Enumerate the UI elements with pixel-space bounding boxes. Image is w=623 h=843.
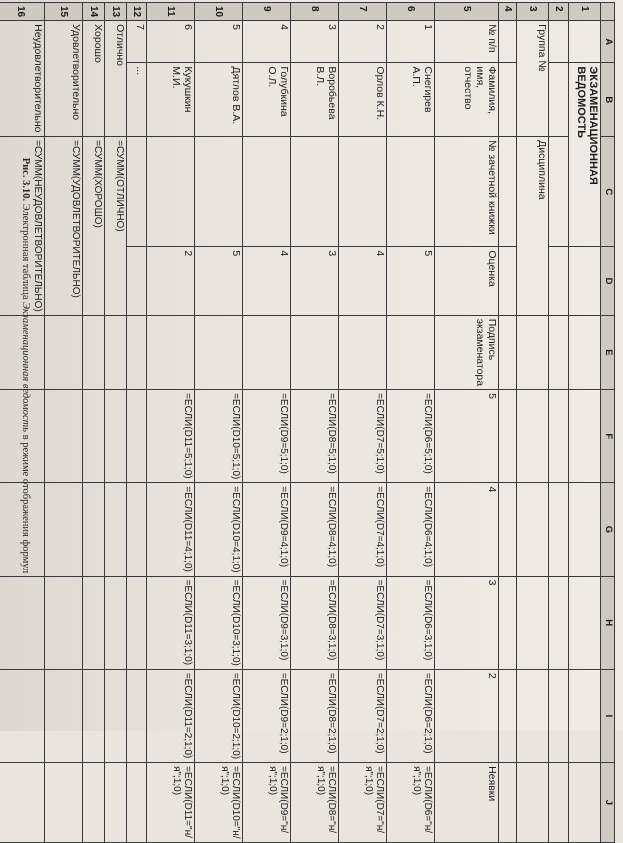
cell [105,390,127,483]
cell [127,669,147,762]
cell [45,763,83,843]
table-row [45,3,83,843]
table-row [435,3,499,843]
cell [83,576,105,669]
cell [291,137,339,247]
cell [243,315,291,389]
caption-text: Электронная таблица [20,203,31,300]
cell: =ЕСЛИ(D10=4;1;0) [195,483,243,576]
cell: Хорошо [83,21,105,137]
cell [549,63,569,137]
cell [105,669,127,762]
cell: № п/п [435,21,499,63]
caption-italic-text: Экзаменационная ведомость [20,302,31,432]
cell [569,763,601,843]
cell: =СУММ(ОТЛИЧНО) [105,137,127,316]
cell: =ЕСЛИ(D8=2;1;0) [291,669,339,762]
cell [549,390,569,483]
row-header: 12 [127,3,147,21]
cell: =ЕСЛИ(D11=5;1;0) [147,390,195,483]
cell: =СУММ(НЕУДОВЛЕТВОРИТЕЛЬНО) [0,137,45,316]
cell: =ЕСЛИ(D9="н/я";1;0) [243,763,291,843]
cell: Отлично [105,21,127,137]
cell: Дисциплина [517,137,549,316]
cell: =ЕСЛИ(D7=4;1;0) [339,483,387,576]
cell: =ЕСЛИ(D10="н/я";1;0) [195,763,243,843]
cell [569,576,601,669]
row-header: 2 [549,3,569,21]
cell [569,669,601,762]
table-row [243,3,291,843]
cell [83,669,105,762]
cell [569,247,601,315]
cell: =ЕСЛИ(D11=3;1;0) [147,576,195,669]
cell [291,315,339,389]
cell: 4 [339,247,387,315]
cell: =ЕСЛИ(D6=2;1;0) [387,669,435,762]
cell: 2 [435,669,499,762]
cell: Кукушкин М.И. [147,63,195,137]
cell [499,63,517,137]
row-header: 4 [499,3,517,21]
cell [45,483,83,576]
cell: 3 [435,576,499,669]
cell: Снегирев А.П. [387,63,435,137]
column-header: E [601,315,615,389]
cell [549,21,569,63]
cell: 4 [243,247,291,315]
table-row [569,3,601,843]
cell: Неявки [435,763,499,843]
cell: =ЕСЛИ(D11="н/я";1;0) [147,763,195,843]
corner-cell [601,3,615,21]
cell: 3 [291,21,339,63]
cell: Удовлетворительно [45,21,83,137]
cell: =ЕСЛИ(D9=4;1;0) [243,483,291,576]
cell: =ЕСЛИ(D8=5;1;0) [291,390,339,483]
cell: =ЕСЛИ(D8=3;1;0) [291,576,339,669]
cell: =ЕСЛИ(D9=2;1;0) [243,669,291,762]
row-header: 15 [45,3,83,21]
cell [549,576,569,669]
cell [127,483,147,576]
cell: Орлов К.Н. [339,63,387,137]
row-header: 9 [243,3,291,21]
cell: 4 [243,21,291,63]
cell: Подпись экзаменатора [435,315,499,389]
cell [499,247,517,315]
cell: =ЕСЛИ(D6="н/я";1;0) [387,763,435,843]
cell: Воробьева В.Л. [291,63,339,137]
cell [499,669,517,762]
row-header: 13 [105,3,127,21]
column-header: A [601,21,615,63]
cell: 7 [127,21,147,63]
cell [147,137,195,247]
cell [517,669,549,762]
table-row [83,3,105,843]
cell: =ЕСЛИ(D7=5;1;0) [339,390,387,483]
cell [105,576,127,669]
spreadsheet-table [0,2,615,843]
cell [569,21,601,63]
cell [569,483,601,576]
cell: =ЕСЛИ(D6=4;1;0) [387,483,435,576]
cell: =ЕСЛИ(D7=3;1;0) [339,576,387,669]
cell [45,576,83,669]
cell [499,576,517,669]
cell: Голубкина О.Л. [243,63,291,137]
row-header: 10 [195,3,243,21]
cell: =СУММ(ХОРОШО) [83,137,105,316]
cell [105,763,127,843]
cell [499,21,517,63]
row-header: 16 [0,3,45,21]
cell: 6 [147,21,195,63]
cell [517,483,549,576]
column-header: H [601,576,615,669]
row-header: 14 [83,3,105,21]
cell [45,669,83,762]
cell [387,315,435,389]
cell: =ЕСЛИ(D7=2;1;0) [339,669,387,762]
cell [549,137,569,247]
table-row [195,3,243,843]
cell: =ЕСЛИ(D9=5;1;0) [243,390,291,483]
cell [517,763,549,843]
column-header: B [601,63,615,137]
cell: 1 [387,21,435,63]
cell [127,576,147,669]
table-row [499,3,517,843]
cell [127,315,147,389]
cell: =ЕСЛИ(D9=3;1;0) [243,576,291,669]
cell [517,390,549,483]
cell: =ЕСЛИ(D10=5;1;0) [195,390,243,483]
cell [549,483,569,576]
row-header: 6 [387,3,435,21]
column-header: J [601,763,615,843]
cell: Группа № [517,21,549,137]
row-header: 3 [517,3,549,21]
row-header: 8 [291,3,339,21]
cell [517,576,549,669]
cell [549,315,569,389]
cell: 2 [339,21,387,63]
cell: № зачетной книжки [435,137,499,247]
cell: =ЕСЛИ(D6=5;1;0) [387,390,435,483]
cell [499,763,517,843]
cell: =СУММ(УДОВЛЕТВОРИТЕЛЬНО) [45,137,83,316]
cell [195,315,243,389]
cell [499,315,517,389]
row-header: 5 [435,3,499,21]
cell: =ЕСЛИ(D10=2;1;0) [195,669,243,762]
table-row [339,3,387,843]
cell [549,247,569,315]
cell: =ЕСЛИ(D11=2;1;0) [147,669,195,762]
cell: ЭКЗАМЕНАЦИОННАЯ ВЕДОМОСТЬ [569,63,601,247]
cell [499,483,517,576]
caption-rest-text: в режиме отображения формул [20,434,31,574]
table-row [517,3,549,843]
cell: =ЕСЛИ(D11=4;1;0) [147,483,195,576]
cell: =ЕСЛИ(D10=3;1;0) [195,576,243,669]
cell [569,390,601,483]
cell: =ЕСЛИ(D8=4;1;0) [291,483,339,576]
cell [105,483,127,576]
cell [127,247,147,315]
cell: =ЕСЛИ(D8="н/я";1;0) [291,763,339,843]
cell [387,137,435,247]
column-header: G [601,483,615,576]
cell [499,390,517,483]
column-header: C [601,137,615,247]
cell [517,315,549,389]
cell: =ЕСЛИ(D6=3;1;0) [387,576,435,669]
row-header: 7 [339,3,387,21]
cell: 5 [195,247,243,315]
column-header: F [601,390,615,483]
cell [339,315,387,389]
cell [127,390,147,483]
table-row [105,3,127,843]
cell [549,763,569,843]
row-header: 11 [147,3,195,21]
cell [83,390,105,483]
cell: 2 [147,247,195,315]
cell: 5 [195,21,243,63]
cell [83,483,105,576]
cell [195,137,243,247]
row-header: 1 [569,3,601,21]
cell: 4 [435,483,499,576]
cell: Оценка [435,247,499,315]
cell: 5 [387,247,435,315]
cell [127,137,147,247]
cell [105,315,127,389]
cell [569,315,601,389]
cell: Дятлов В.А. [195,63,243,137]
figure-caption [20,0,31,731]
cell: 3 [291,247,339,315]
column-header: D [601,247,615,315]
table-row [147,3,195,843]
cell: ... [127,63,147,137]
cell [45,390,83,483]
cell [83,315,105,389]
table-row [127,3,147,843]
cell [45,315,83,389]
cell [0,763,45,843]
cell: Неудовлетворительно [0,21,45,137]
cell [549,669,569,762]
cell [243,137,291,247]
table-row [387,3,435,843]
cell [147,315,195,389]
cell [83,763,105,843]
column-header: I [601,669,615,762]
table-row [291,3,339,843]
cell: =ЕСЛИ(D7="н/я";1;0) [339,763,387,843]
cell [499,137,517,247]
cell [127,763,147,843]
cell [339,137,387,247]
table-row [549,3,569,843]
caption-label: Рис. 3.10. [20,157,31,202]
cell: Фамилия, имя, отчество [435,63,499,137]
cell: 5 [435,390,499,483]
